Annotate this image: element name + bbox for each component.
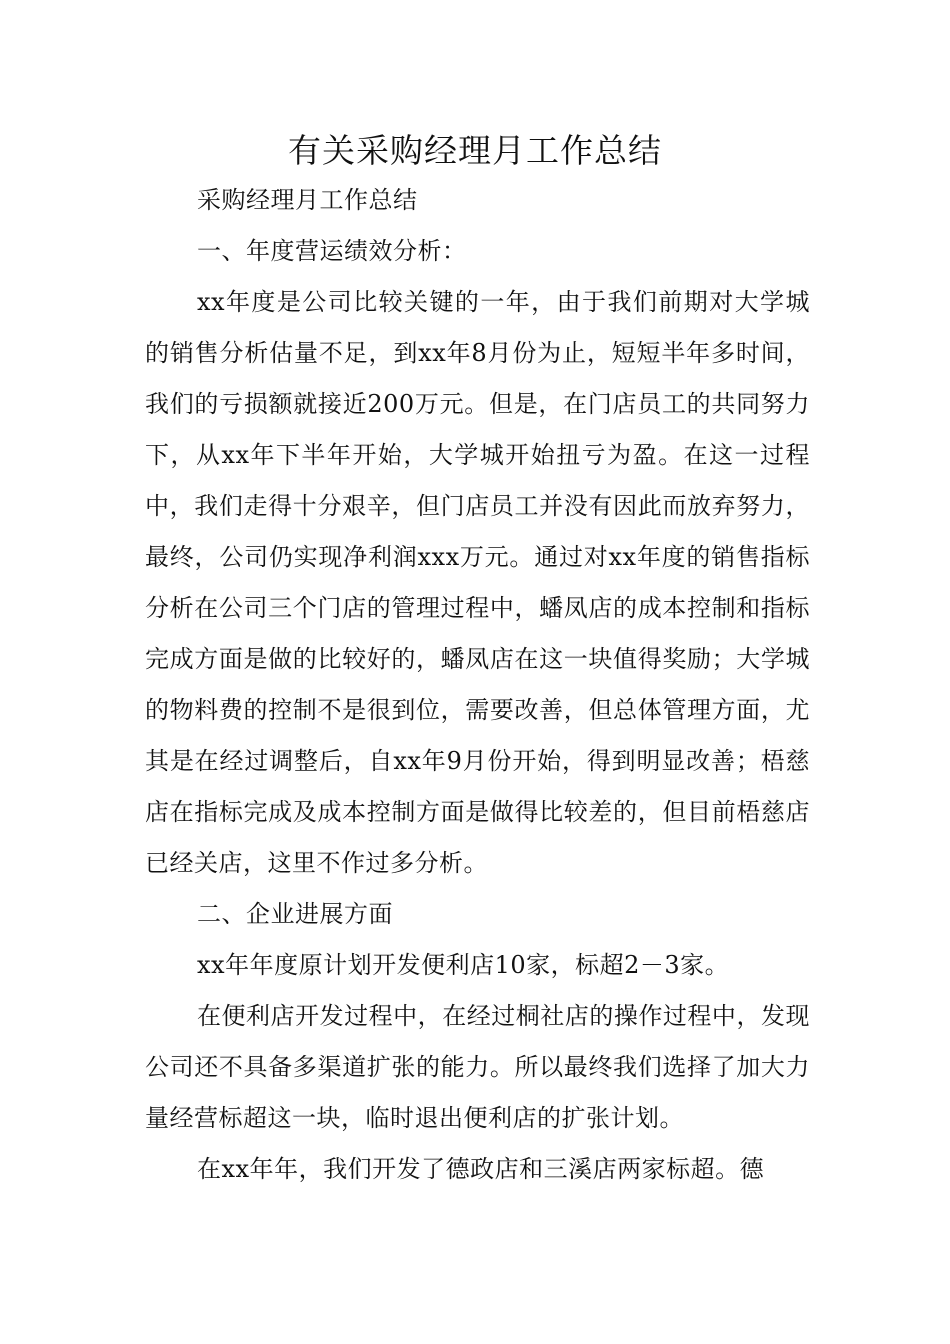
paragraph-subtitle: 采购经理月工作总结 bbox=[197, 186, 418, 214]
section-heading-1: 一、年度营运绩效分析： bbox=[197, 237, 467, 265]
paragraph-convenience-store: 在便利店开发过程中，在经过桐社店的操作过程中，发现公司还不具备多渠道扩张的能力。所以最终我们选择了加大力量经营标超这一块，临时退出便利店的扩张计划。 bbox=[145, 1002, 810, 1132]
document-body bbox=[145, 175, 810, 1195]
paragraph-plan: xx年年度原计划开发便利店10家，标超2－3家。 bbox=[197, 951, 730, 979]
paragraph-new-stores: 在xx年年，我们开发了德政店和三溪店两家标超。德 bbox=[197, 1155, 765, 1183]
paragraph-performance-analysis: xx年度是公司比较关键的一年，由于我们前期对大学城的销售分析估量不足，到xx年8月份为止，短短半年多时间，我们的亏损额就接近200万元。但是，在门店员工的共同努力下，从xx年下半年开始，大学城开始扭亏为盈。在这一过程中，我们走得十分艰辛，但门店员工并没有因此而放弃努力，最终，公司仍实现净利润xxx万元。通过对xx年度的销售指标分析在公司三个门店的管理过程中，蟠凤店的成本控制和指标完成方面是做的比较好的，蟠凤店在这一块值得奖励；大学城的物料费的控制不是很到位，需要改善，但总体管理方面，尤其是在经过调整后，自xx年9月份开始，得到明显改善；梧慈店在指标完成及成本控制方面是做得比较差的，但目前梧慈店已经关店，这里不作过多分析。 bbox=[145, 288, 810, 877]
document-title: 有关采购经理月工作总结 bbox=[288, 131, 662, 170]
section-heading-2: 二、企业进展方面 bbox=[197, 900, 393, 928]
